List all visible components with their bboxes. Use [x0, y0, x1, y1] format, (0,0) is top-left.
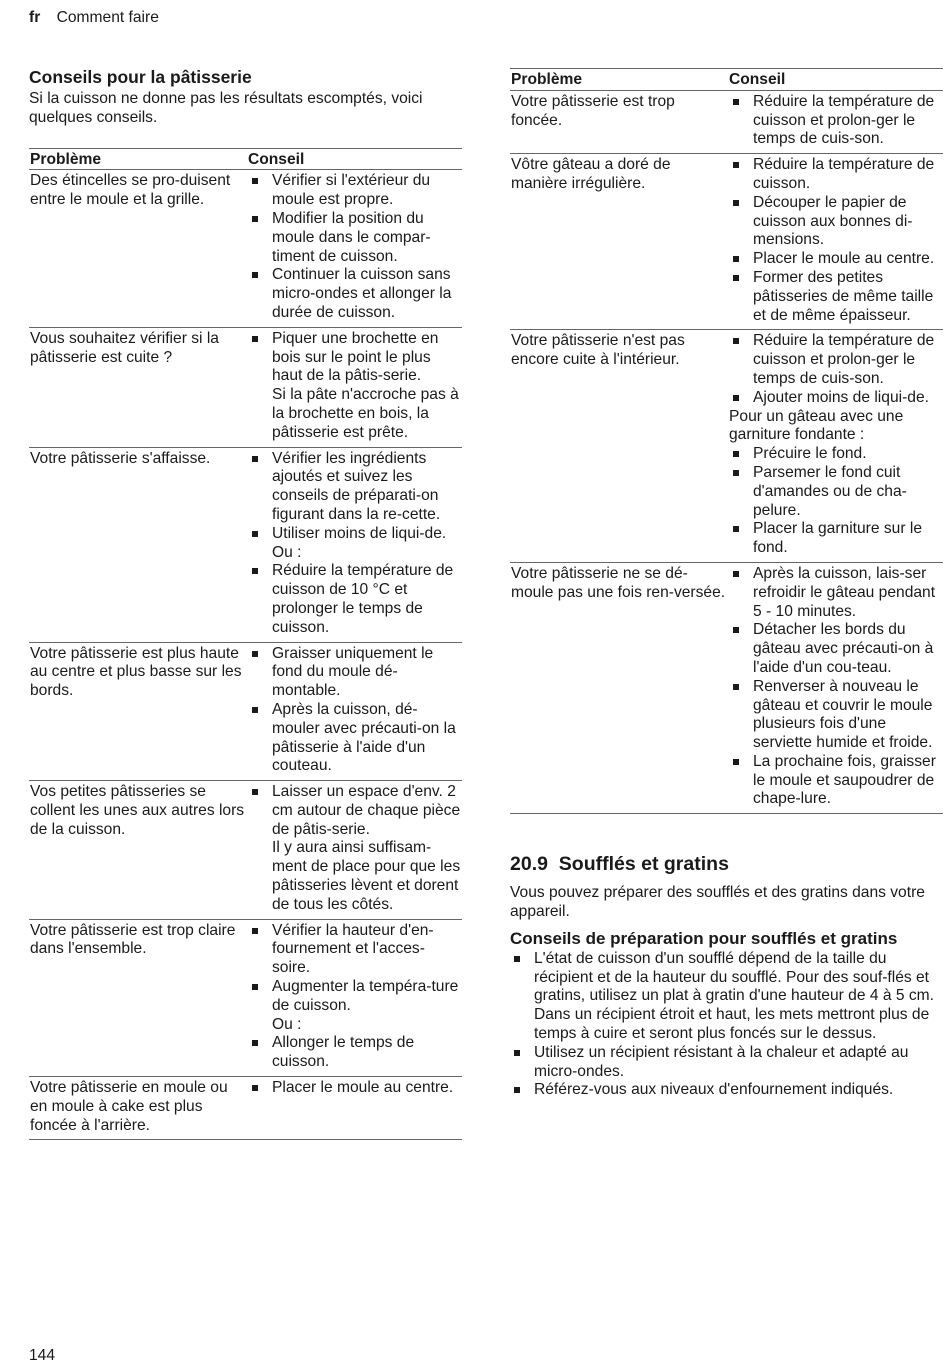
- problem-cell: Vos petites pâtisseries se collent les unes aux autres lors de la cuisson.: [29, 781, 247, 920]
- tip-text: Référez-vous aux niveaux d'enfournement indiqués.: [534, 1081, 894, 1099]
- advice-text: Placer le moule au centre.: [272, 1079, 454, 1097]
- problem-cell: Votre pâtisserie est trop claire dans l'ensemble.: [29, 919, 247, 1076]
- section-number: 20.9: [510, 853, 548, 876]
- advice-item: [729, 464, 943, 520]
- table-row: [510, 562, 943, 813]
- advice-cell: [247, 781, 462, 920]
- advice-note: Si la pâte n'accroche pas à la brochette en bois, la pâtisserie est prête.: [272, 386, 459, 441]
- advice-text: Laisser un espace d'env. 2 cm autour de chaque pièce de pâtis-serie.: [272, 783, 461, 838]
- advice-cell: [247, 327, 462, 447]
- bullet-square-icon: [733, 200, 739, 206]
- advice-cell: [728, 330, 943, 563]
- table-body: [29, 170, 462, 1140]
- section-intro: Vous pouvez préparer des soufflés et des gratins dans votre appareil.: [510, 884, 925, 921]
- advice-note: 5 - 10 minutes.: [753, 602, 857, 620]
- problem-cell: Vôtre gâteau a doré de manière irrégulière.: [510, 154, 728, 330]
- header-title: Comment faire: [56, 9, 159, 26]
- advice-cell: [247, 170, 462, 327]
- bullet-square-icon: [733, 684, 739, 690]
- bullet-square-icon: [733, 759, 739, 765]
- advice-text: Après la cuisson, dé-mouler avec précauti-on la pâtisserie à l'aide d'un couteau.: [272, 700, 456, 775]
- bullet-square-icon: [252, 178, 258, 184]
- table-row: [29, 447, 462, 642]
- left-column: [29, 66, 462, 1140]
- problem-cell: Votre pâtisserie en moule ou en moule à cake est plus foncée à l'arrière.: [29, 1077, 247, 1140]
- bullet-square-icon: [252, 272, 258, 278]
- advice-item: [248, 266, 462, 322]
- advice-cell: [728, 90, 943, 153]
- section-heading: [510, 852, 943, 876]
- advice-text: Après la cuisson, lais-ser refroidir le gâteau pendant: [753, 564, 936, 601]
- advice-text: Réduire la température de cuisson de 10 °C et prolonger le temps de cuisson.: [272, 562, 454, 636]
- advice-text: Vérifier si l'extérieur du moule est propre.: [272, 172, 431, 209]
- advice-text: Vérifier les ingrédients ajoutés et suivez les conseils de préparati-on figurant dans la re-cette.: [272, 449, 441, 523]
- page-header: [29, 9, 159, 28]
- advice-text: Former des petites pâtisseries de même taille et de même épaisseur.: [753, 268, 934, 324]
- column-header-advice: Conseil: [728, 69, 943, 91]
- table-row: [510, 330, 943, 563]
- problem-cell: Votre pâtisserie est plus haute au centre et plus basse sur les bords.: [29, 642, 247, 781]
- bullet-square-icon: [252, 1085, 258, 1091]
- advice-item: [248, 450, 462, 525]
- tip-text: L'état de cuisson d'un soufflé dépend de la taille du récipient et de la hauteur du soufflé. Pour des souf-flés et gratins, utilisez un plat à gratin d'une hauteur de 4 à 5 cm. Dans un récipient étroit et haut, les mets mettront plus de temps à cuire et seront plus foncés sur le dessus.: [534, 949, 934, 1043]
- advice-cell: [247, 447, 462, 642]
- table-row: [510, 90, 943, 153]
- advice-text: Renverser à nouveau le gâteau et couvrir le moule plusieurs fois d'une serviette humide et froide.: [753, 677, 933, 752]
- advice-item: [248, 562, 462, 637]
- advice-cell: [247, 919, 462, 1076]
- advice-text: Parsemer le fond cuit d'amandes ou de cha-pelure.: [753, 463, 907, 519]
- list-item: [510, 1044, 943, 1082]
- advice-item: [729, 678, 943, 753]
- advice-item: [729, 565, 943, 603]
- advice-item: [729, 250, 943, 269]
- bullet-square-icon: [252, 789, 258, 795]
- bullet-square-icon: [733, 451, 739, 457]
- advice-text: Réduire la température de cuisson.: [753, 156, 935, 192]
- column-header-problem: Problème: [29, 148, 247, 170]
- language-code: fr: [29, 9, 41, 26]
- table-row: [510, 154, 943, 330]
- bullet-square-icon: [733, 99, 739, 105]
- advice-item: [729, 269, 943, 325]
- bullet-square-icon: [733, 338, 739, 344]
- advice-item: [729, 194, 943, 250]
- preparation-tips-heading: Conseils de préparation pour soufflés et gratins: [510, 928, 898, 948]
- pastry-tips-table: [29, 148, 462, 1141]
- preparation-tips-list: [510, 950, 943, 1100]
- advice-item: [729, 332, 943, 388]
- advice-note: Ou :: [272, 1015, 302, 1033]
- advice-text: Ajouter moins de liqui-de.: [753, 388, 929, 406]
- bullet-square-icon: [252, 707, 258, 713]
- page-number: 144: [29, 1347, 56, 1364]
- bullet-square-icon: [252, 216, 258, 222]
- advice-item: [248, 645, 462, 701]
- advice-text: Graisser uniquement le fond du moule dé-montable.: [272, 644, 434, 700]
- table-row: [29, 642, 462, 781]
- bullet-square-icon: [733, 256, 739, 262]
- problem-cell: Votre pâtisserie s'affaisse.: [29, 447, 247, 642]
- bullet-square-icon: [733, 395, 739, 401]
- advice-text: Détacher les bords du gâteau avec précauti-on à l'aide d'un cou-teau.: [753, 621, 934, 676]
- bullet-square-icon: [252, 336, 258, 342]
- list-item: [510, 1081, 943, 1100]
- problem-cell: Votre pâtisserie est trop foncée.: [510, 90, 728, 153]
- bullet-square-icon: [252, 928, 258, 934]
- table-row: [29, 919, 462, 1076]
- bullet-square-icon: [733, 571, 739, 577]
- advice-text: Piquer une brochette en bois sur le point le plus haut de la pâtis-serie.: [272, 329, 439, 385]
- advice-item: [729, 753, 943, 809]
- advice-text: Découper le papier de cuisson aux bonnes di-mensions.: [753, 193, 913, 249]
- advice-text: Utiliser moins de liqui-de.: [272, 524, 447, 542]
- advice-text: Placer la garniture sur le fond.: [753, 520, 923, 557]
- advice-item: [248, 922, 462, 978]
- problem-cell: Votre pâtisserie ne se dé-moule pas une fois ren-versée.: [510, 562, 728, 813]
- table-header-row: [510, 69, 943, 91]
- pastry-tips-table-continued: [510, 68, 943, 814]
- advice-text: Précuire le fond.: [753, 445, 867, 463]
- bullet-square-icon: [733, 275, 739, 281]
- bullet-square-icon: [733, 627, 739, 633]
- advice-cell: [247, 642, 462, 781]
- advice-text: Continuer la cuisson sans micro-ondes et allonger la durée de cuisson.: [272, 266, 452, 321]
- table-header-row: [29, 148, 462, 170]
- advice-item: [248, 330, 462, 386]
- advice-item: [729, 520, 943, 558]
- advice-text: Réduire la température de cuisson et prolon-ger le temps de cuis-son.: [753, 92, 935, 148]
- advice-item: [248, 701, 462, 776]
- bullet-square-icon: [514, 1087, 520, 1093]
- advice-item: [729, 156, 943, 194]
- advice-item: [248, 172, 462, 210]
- advice-text: Modifier la position du moule dans le compar-timent de cuisson.: [272, 209, 431, 265]
- column-header-problem: Problème: [510, 69, 728, 91]
- bullet-square-icon: [252, 568, 258, 574]
- bullet-square-icon: [252, 651, 258, 657]
- list-item: [510, 950, 943, 1044]
- bullet-square-icon: [252, 984, 258, 990]
- table-body: [510, 90, 943, 813]
- advice-text: Vérifier la hauteur d'en-fournement et l'acces-soire.: [272, 921, 434, 977]
- pastry-tips-heading: Conseils pour la pâtisserie: [29, 67, 252, 87]
- advice-cell: [728, 154, 943, 330]
- advice-item: [729, 389, 943, 408]
- problem-cell: Des étincelles se pro-duisent entre le moule et la grille.: [29, 170, 247, 327]
- advice-text: Placer le moule au centre.: [753, 250, 935, 268]
- tip-text: Utilisez un récipient résistant à la chaleur et adapté au micro-ondes.: [534, 1043, 909, 1080]
- advice-item: [248, 783, 462, 839]
- table-row: [29, 1077, 462, 1140]
- bullet-square-icon: [733, 526, 739, 532]
- table-row: [29, 327, 462, 447]
- bullet-square-icon: [733, 162, 739, 168]
- bullet-square-icon: [252, 456, 258, 462]
- advice-item: [248, 210, 462, 266]
- advice-cell: [247, 1077, 462, 1140]
- advice-note: Il y aura ainsi suffisam-ment de place pour que les pâtisseries lèvent et dorent de tous les côtés.: [272, 839, 461, 913]
- bullet-square-icon: [514, 956, 520, 962]
- pastry-tips-intro: Si la cuisson ne donne pas les résultats escomptés, voici quelques conseils.: [29, 90, 423, 126]
- right-column: [510, 68, 943, 1100]
- advice-text: Allonger le temps de cuisson.: [272, 1034, 415, 1071]
- advice-item: [729, 445, 943, 464]
- table-row: [29, 781, 462, 920]
- bullet-square-icon: [252, 531, 258, 537]
- advice-text: La prochaine fois, graisser le moule et saupoudrer de chape-lure.: [753, 752, 936, 808]
- problem-cell: Votre pâtisserie n'est pas encore cuite à l'intérieur.: [510, 330, 728, 563]
- column-header-advice: Conseil: [247, 148, 462, 170]
- bullet-square-icon: [252, 1040, 258, 1046]
- advice-note: Pour un gâteau avec une garniture fondante :: [729, 407, 904, 444]
- table-row: [29, 170, 462, 327]
- bullet-square-icon: [733, 470, 739, 476]
- advice-item: [248, 525, 462, 544]
- advice-item: [729, 93, 943, 149]
- problem-cell: Vous souhaitez vérifier si la pâtisserie est cuite ?: [29, 327, 247, 447]
- advice-text: Réduire la température de cuisson et prolon-ger le temps de cuis-son.: [753, 332, 935, 387]
- souffles-section: [510, 852, 943, 1100]
- advice-note: Ou :: [272, 543, 302, 561]
- bullet-square-icon: [514, 1050, 520, 1056]
- advice-item: [248, 1034, 462, 1072]
- advice-cell: [728, 562, 943, 813]
- advice-text: Augmenter la tempéra-ture de cuisson.: [272, 978, 459, 1014]
- advice-item: [729, 621, 943, 677]
- section-title: Soufflés et gratins: [558, 853, 729, 876]
- advice-item: [248, 978, 462, 1016]
- advice-item: [248, 1079, 462, 1098]
